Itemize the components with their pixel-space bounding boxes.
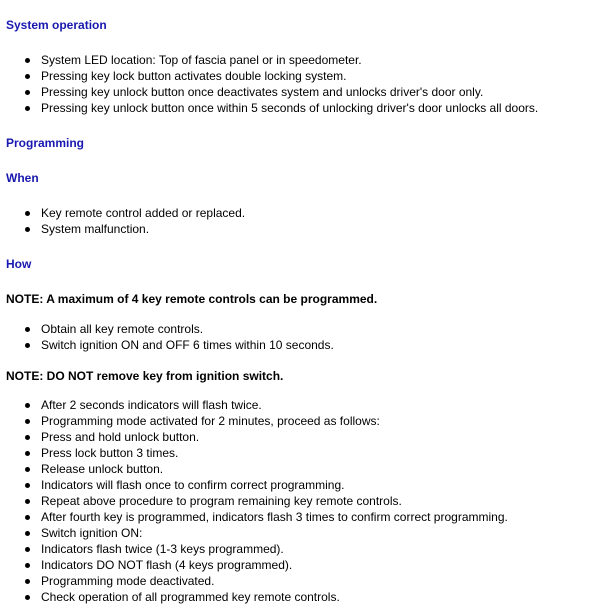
- list-item: [0, 413, 605, 429]
- list-item: [0, 573, 605, 589]
- bullet-icon: [25, 435, 30, 440]
- list-item: [0, 493, 605, 509]
- bullet-icon: [25, 547, 30, 552]
- list-item: [0, 477, 605, 493]
- list-item: [0, 557, 605, 573]
- list-item-text: Obtain all key remote controls.: [41, 322, 204, 336]
- list-item: [0, 397, 605, 413]
- bullet-icon: [25, 106, 30, 111]
- bullet-icon: [25, 451, 30, 456]
- heading-when: When: [6, 171, 39, 185]
- list-item: [0, 321, 605, 337]
- list-item-text: Programming mode deactivated.: [41, 574, 215, 588]
- list-how-prepare: [0, 321, 605, 353]
- list-item-text: Check operation of all programmed key remote controls.: [41, 590, 340, 604]
- bullet-icon: [25, 227, 30, 232]
- list-item-text: Key remote control added or replaced.: [41, 206, 246, 220]
- list-item: [0, 589, 605, 605]
- list-item-text: After 2 seconds indicators will flash twice.: [41, 398, 262, 412]
- note-max-remotes: NOTE: A maximum of 4 key remote controls can be programmed.: [6, 292, 378, 306]
- list-item: [0, 461, 605, 477]
- bullet-icon: [25, 90, 30, 95]
- bullet-icon: [25, 595, 30, 600]
- list-item-text: Repeat above procedure to program remaining key remote controls.: [41, 494, 402, 508]
- bullet-icon: [25, 499, 30, 504]
- bullet-icon: [25, 211, 30, 216]
- list-system-operation: [0, 52, 605, 116]
- list-item-text: After fourth key is programmed, indicators flash 3 times to confirm correct programming.: [41, 510, 508, 524]
- list-item-text: Press and hold unlock button.: [41, 430, 200, 444]
- list-item-text: Pressing key unlock button once deactivates system and unlocks driver's door only.: [41, 85, 484, 99]
- list-item-text: Indicators will flash once to confirm correct programming.: [41, 478, 345, 492]
- list-item: [0, 84, 605, 100]
- list-item-text: Release unlock button.: [41, 462, 164, 476]
- list-item-text: Switch ignition ON and OFF 6 times within 10 seconds.: [41, 338, 334, 352]
- bullet-icon: [25, 483, 30, 488]
- list-item: [0, 52, 605, 68]
- list-item: [0, 541, 605, 557]
- list-item-text: Pressing key lock button activates double locking system.: [41, 69, 347, 83]
- list-item: [0, 100, 605, 116]
- note-do-not-remove-key: NOTE: DO NOT remove key from ignition switch.: [6, 369, 284, 383]
- list-item-text: Indicators DO NOT flash (4 keys programmed).: [41, 558, 293, 572]
- list-item-text: Pressing key unlock button once within 5 seconds of unlocking driver's door unlocks all doors.: [41, 101, 539, 115]
- bullet-icon: [25, 467, 30, 472]
- list-item-text: Switch ignition ON:: [41, 526, 143, 540]
- list-item: [0, 525, 605, 541]
- list-item-text: System LED location: Top of fascia panel or in speedometer.: [41, 53, 362, 67]
- bullet-icon: [25, 419, 30, 424]
- list-how-steps: [0, 397, 605, 605]
- bullet-icon: [25, 579, 30, 584]
- bullet-icon: [25, 343, 30, 348]
- bullet-icon: [25, 327, 30, 332]
- list-item-text: System malfunction.: [41, 222, 150, 236]
- list-item: [0, 221, 605, 237]
- list-item: [0, 337, 605, 353]
- list-item: [0, 509, 605, 525]
- list-item: [0, 205, 605, 221]
- list-item: [0, 445, 605, 461]
- bullet-icon: [25, 515, 30, 520]
- list-when: [0, 205, 605, 237]
- list-item-text: Programming mode activated for 2 minutes, proceed as follows:: [41, 414, 380, 428]
- heading-how: How: [6, 257, 32, 271]
- heading-system-operation: System operation: [6, 18, 107, 32]
- list-item-text: Press lock button 3 times.: [41, 446, 179, 460]
- bullet-icon: [25, 403, 30, 408]
- heading-programming: Programming: [6, 136, 85, 150]
- bullet-icon: [25, 58, 30, 63]
- bullet-icon: [25, 531, 30, 536]
- list-item-text: Indicators flash twice (1-3 keys programmed).: [41, 542, 284, 556]
- list-item: [0, 68, 605, 84]
- bullet-icon: [25, 74, 30, 79]
- bullet-icon: [25, 563, 30, 568]
- list-item: [0, 429, 605, 445]
